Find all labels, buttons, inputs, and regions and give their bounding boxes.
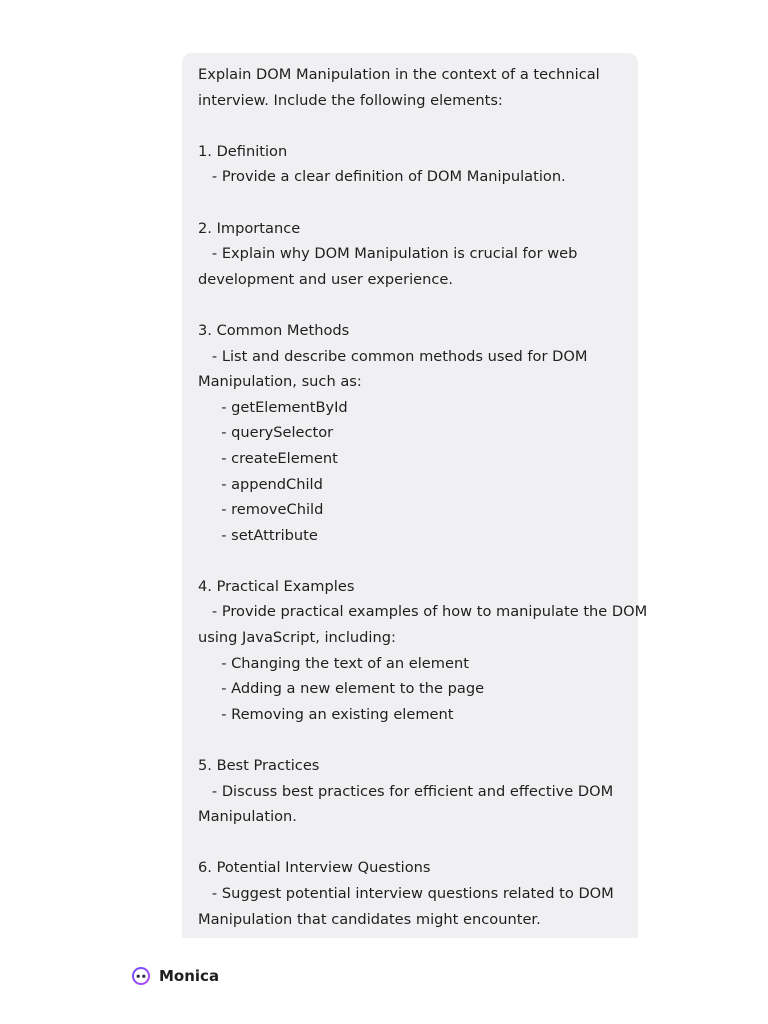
message-line <box>198 113 622 139</box>
user-message-bubble <box>182 53 648 938</box>
message-line: - setAttribute <box>198 526 318 544</box>
message-line: - List and describe common methods used for DOM <box>198 347 588 365</box>
message-line: using JavaScript, including: <box>198 629 396 647</box>
message-line: - getElementById <box>198 398 348 416</box>
message-line: - querySelector <box>198 424 334 442</box>
message-line: - Adding a new element to the page <box>198 680 485 698</box>
message-line: - Provide a clear definition of DOM Manipulation. <box>198 168 566 186</box>
message-line: - Explain why DOM Manipulation is crucial for web <box>198 245 578 263</box>
assistant-name: Monica <box>159 967 220 985</box>
message-line: - removeChild <box>198 501 324 519</box>
message-line: Manipulation, such as: <box>198 373 362 391</box>
message-line <box>198 727 622 753</box>
message-line: - Discuss best practices for efficient and effective DOM <box>198 782 614 800</box>
message-line: 3. Common Methods <box>198 321 350 339</box>
message-line: development and user experience. <box>198 270 453 288</box>
message-line: Explain DOM Manipulation in the context of a technical <box>198 66 600 83</box>
message-line: - Removing an existing element <box>198 705 454 723</box>
message-line <box>198 548 622 574</box>
assistant-header <box>131 964 219 988</box>
message-line: 1. Definition <box>198 142 288 160</box>
message-line: - appendChild <box>198 475 323 493</box>
message-line: Manipulation. <box>198 808 297 826</box>
message-line <box>198 292 622 318</box>
message-line: - createElement <box>198 449 338 467</box>
message-line: - Provide practical examples of how to manipulate the DOM <box>198 603 648 621</box>
message-line: 5. Best Practices <box>198 757 320 775</box>
message-line: interview. Include the following elements: <box>198 91 503 109</box>
message-line: 4. Practical Examples <box>198 577 355 595</box>
message-line: - Changing the text of an element <box>198 654 469 672</box>
message-line: Manipulation that candidates might encounter. <box>198 910 541 928</box>
message-line <box>198 190 622 216</box>
message-line <box>198 830 622 856</box>
message-line: - Suggest potential interview questions related to DOM <box>198 885 614 902</box>
monica-logo-icon <box>131 966 151 986</box>
message-line: 6. Potential Interview Questions <box>198 859 431 877</box>
message-line: 2. Importance <box>198 219 301 237</box>
